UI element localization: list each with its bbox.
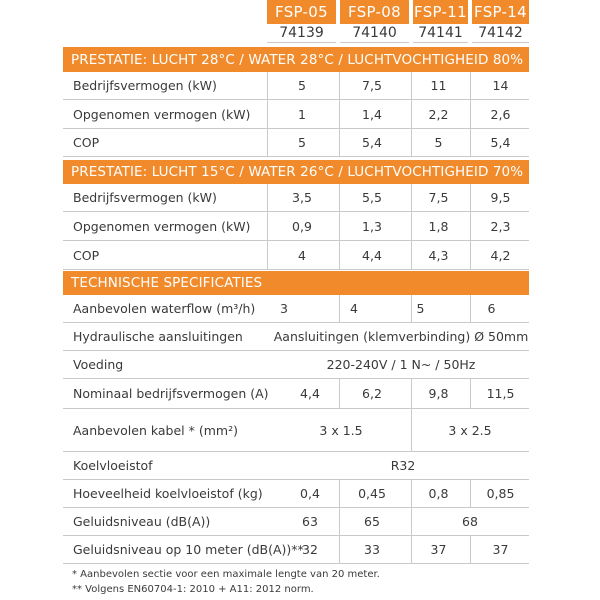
table-row bbox=[63, 295, 529, 323]
row-label: Bedrijfsvermogen (kW) bbox=[73, 190, 217, 205]
table-row bbox=[63, 536, 529, 564]
row-value: 7,5 bbox=[428, 190, 449, 205]
row-value: Aansluitingen (klemverbinding) Ø 50mm bbox=[273, 329, 529, 344]
column-divider bbox=[411, 409, 412, 452]
column-divider bbox=[339, 379, 340, 409]
row-value: 65 bbox=[364, 514, 380, 529]
column-divider bbox=[470, 536, 471, 564]
row-value: 6,2 bbox=[362, 386, 382, 401]
table-row bbox=[63, 323, 529, 351]
row-value: 37 bbox=[492, 542, 509, 557]
article-code: 74141 bbox=[413, 24, 468, 43]
article-code: 74142 bbox=[472, 24, 529, 43]
row-value: 9,8 bbox=[428, 386, 449, 401]
column-divider bbox=[339, 184, 340, 270]
row-value: 32 bbox=[302, 542, 318, 557]
row-value: 14 bbox=[492, 78, 509, 93]
row-label: Aanbevolen kabel * (mm²) bbox=[73, 422, 238, 438]
article-code: 74139 bbox=[267, 24, 336, 43]
row-value: 5,4 bbox=[362, 135, 382, 150]
row-value: 3,5 bbox=[292, 190, 312, 205]
row-value: 4,3 bbox=[428, 247, 449, 263]
row-value: 3 x 1.5 bbox=[319, 422, 363, 438]
row-label: Voeding bbox=[73, 357, 124, 372]
row-value: 2,6 bbox=[490, 106, 511, 122]
table-row bbox=[63, 480, 529, 508]
row-value: 3 bbox=[280, 301, 288, 316]
footnote: * Aanbevolen sectie voor een maximale lengte van 20 meter. bbox=[72, 569, 380, 580]
table-row bbox=[63, 212, 529, 241]
column-divider bbox=[411, 480, 412, 508]
row-value: 5,5 bbox=[362, 190, 382, 205]
column-divider bbox=[339, 72, 340, 157]
footnote: ** Volgens EN60704-1: 2010 + A11: 2012 norm. bbox=[72, 584, 314, 595]
row-value: 0,45 bbox=[358, 486, 386, 501]
column-divider bbox=[470, 295, 471, 323]
row-label: Nominaal bedrijfsvermogen (A) bbox=[73, 386, 269, 401]
column-divider bbox=[339, 295, 340, 323]
row-value: 5 bbox=[298, 78, 306, 93]
row-label: Aanbevolen waterflow (m³/h) bbox=[73, 301, 256, 316]
row-value: 7,5 bbox=[362, 78, 382, 93]
row-label: Koelvloeistof bbox=[73, 458, 153, 473]
row-value: R32 bbox=[390, 458, 416, 473]
table-row bbox=[63, 351, 529, 379]
row-value: 4,4 bbox=[362, 247, 382, 263]
row-value: 11,5 bbox=[486, 386, 515, 401]
model-header bbox=[0, 0, 600, 43]
table-row bbox=[63, 100, 529, 129]
row-value: 6 bbox=[487, 301, 496, 316]
row-value: 4,2 bbox=[490, 247, 511, 263]
column-divider bbox=[470, 480, 471, 508]
row-value: 4 bbox=[298, 247, 306, 263]
row-value: 4 bbox=[350, 301, 358, 316]
column-divider bbox=[470, 72, 471, 157]
row-label: Bedrijfsvermogen (kW) bbox=[73, 78, 217, 93]
row-value: 5 bbox=[416, 301, 425, 316]
row-value: 0,4 bbox=[300, 486, 320, 501]
column-divider bbox=[339, 536, 340, 564]
row-value: 5 bbox=[434, 135, 443, 150]
column-divider bbox=[470, 184, 471, 270]
column-divider bbox=[339, 508, 340, 536]
column-divider bbox=[411, 508, 412, 536]
table-row bbox=[63, 452, 529, 480]
section-header-performance-15: PRESTATIE: LUCHT 15°C / WATER 26°C / LUCHTVOCHTIGHEID 70% bbox=[63, 160, 529, 184]
row-label: Hydraulische aansluitingen bbox=[73, 329, 243, 344]
column-divider bbox=[411, 295, 412, 323]
column-divider bbox=[411, 536, 412, 564]
model-name: FSP-11 bbox=[413, 0, 468, 24]
row-label: Opgenomen vermogen (kW) bbox=[73, 106, 251, 122]
column-divider bbox=[411, 72, 412, 157]
row-value: 1,4 bbox=[362, 106, 382, 122]
row-value: 5 bbox=[298, 135, 306, 150]
table-row bbox=[63, 72, 529, 100]
row-value: 2,3 bbox=[490, 218, 511, 234]
row-value: 37 bbox=[430, 542, 447, 557]
article-code: 74140 bbox=[340, 24, 409, 43]
row-value: 1,8 bbox=[428, 218, 449, 234]
section-header-performance-28: PRESTATIE: LUCHT 28°C / WATER 28°C / LUCHTVOCHTIGHEID 80% bbox=[63, 47, 529, 72]
row-label: COP bbox=[73, 135, 100, 150]
row-label: Geluidsniveau (dB(A)) bbox=[73, 514, 211, 529]
table-row bbox=[63, 129, 529, 157]
row-value: 0,8 bbox=[428, 486, 449, 501]
column-divider bbox=[470, 379, 471, 409]
row-value: 1 bbox=[298, 106, 306, 122]
table-row bbox=[63, 409, 529, 452]
column-divider bbox=[411, 379, 412, 409]
row-value: 1,3 bbox=[362, 218, 382, 234]
row-value: 5,4 bbox=[490, 135, 511, 150]
model-name: FSP-08 bbox=[340, 0, 409, 24]
column-divider bbox=[411, 184, 412, 270]
row-value: 63 bbox=[302, 514, 318, 529]
row-value: 0,85 bbox=[486, 486, 515, 501]
row-label: COP bbox=[73, 247, 100, 263]
row-value: 3 x 2.5 bbox=[448, 422, 492, 438]
table-row bbox=[63, 508, 529, 536]
row-value: 33 bbox=[364, 542, 380, 557]
row-value: 9,5 bbox=[490, 190, 511, 205]
table-row bbox=[63, 184, 529, 212]
row-value: 68 bbox=[462, 514, 478, 529]
table-row bbox=[63, 241, 529, 270]
model-name: FSP-14 bbox=[472, 0, 529, 24]
row-value: 220-240V / 1 N~ / 50Hz bbox=[326, 357, 476, 372]
row-value: 2,2 bbox=[428, 106, 449, 122]
column-divider bbox=[267, 72, 268, 157]
column-divider bbox=[267, 184, 268, 270]
model-name: FSP-05 bbox=[267, 0, 336, 24]
row-value: 4,4 bbox=[300, 386, 320, 401]
table-row bbox=[63, 379, 529, 409]
row-label: Hoeveelheid koelvloeistof (kg) bbox=[73, 486, 263, 501]
row-label: Geluidsniveau op 10 meter (dB(A))** bbox=[73, 542, 304, 557]
row-value: 11 bbox=[430, 78, 447, 93]
section-header-technical-specs: TECHNISCHE SPECIFICATIES bbox=[63, 271, 529, 295]
row-value: 0,9 bbox=[292, 218, 312, 234]
row-label: Opgenomen vermogen (kW) bbox=[73, 218, 251, 234]
column-divider bbox=[339, 480, 340, 508]
